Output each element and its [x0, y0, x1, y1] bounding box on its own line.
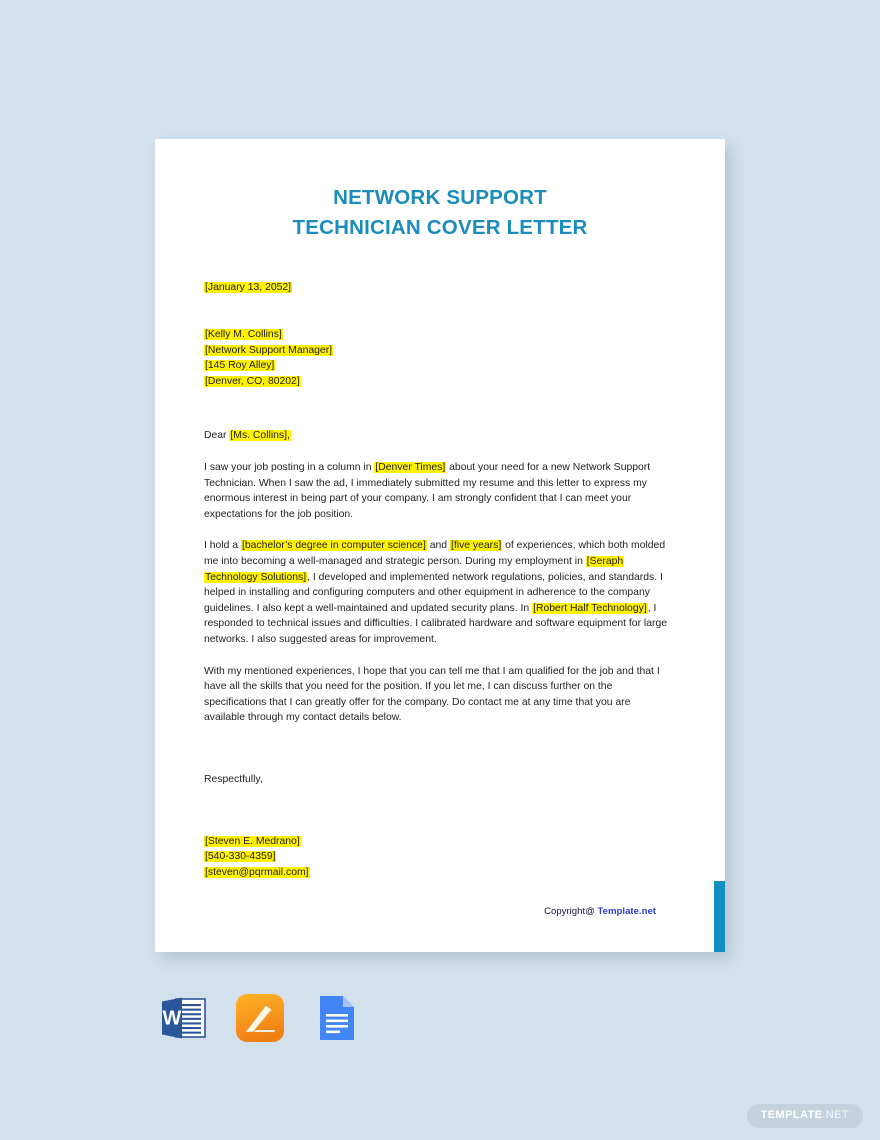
watermark-strong-text: TEMPLATE: [760, 1109, 823, 1121]
letter-date-value: [January 13, 2052]: [205, 282, 292, 294]
paragraph-1: [204, 460, 670, 522]
copyright-brand-link[interactable]: Template.net: [597, 906, 656, 917]
page-title: [155, 139, 725, 242]
recipient-street: [145 Roy Alley]: [205, 360, 275, 372]
paragraph-2-highlight-4: [Robert Half Technology]: [533, 602, 647, 614]
sender-name: [Steven E. Medrano]: [205, 835, 300, 847]
salutation-name: [Ms. Collins],: [230, 430, 290, 442]
paragraph-3: With my mentioned experiences, I hope that you can tell me that I am qualified for the job and that I have all the skills that you need for the position. If you let me, I can discuss further on the specifications that I can greatly offer for the company. Do contact me at any time that you are available through my contact details below.: [204, 665, 660, 724]
recipient-city-state-zip: [Denver, CO, 80202]: [205, 375, 300, 387]
paragraph-2-highlight-1: [bachelor’s degree in computer science]: [241, 540, 426, 552]
paragraph-1-part-1: I saw your job posting in a column in: [204, 462, 375, 473]
sender-block: [204, 834, 670, 881]
template-watermark: [747, 1104, 863, 1128]
copyright-notice: [544, 906, 656, 917]
spacer: [204, 296, 670, 327]
spacer: [204, 648, 670, 664]
recipient-name-line: [204, 327, 670, 343]
paragraph-2-part-3: of experiences, which both molded me into becoming a well-managed and strategic person. During my employment in: [204, 540, 666, 567]
sender-name-line: [204, 834, 670, 850]
paragraph-2-part-4: , I developed and implemented network regulations, policies, and standards. I helped in installing and configuring computers and other equipment in adherence to the company guidelines. I also kept a well-maintained and updated security plans. In: [204, 571, 663, 614]
paragraph-2-highlight-3: [Seraph Technology Solutions]: [205, 555, 624, 583]
spacer: [204, 389, 670, 428]
accent-bar: [714, 881, 725, 952]
paragraph-2-highlight-2: [five years]: [450, 540, 502, 552]
recipient-street-line: [204, 358, 670, 374]
letter-body: [155, 280, 725, 880]
spacer: [204, 444, 670, 460]
spacer: [204, 522, 670, 538]
sender-phone-line: [204, 849, 670, 865]
copyright-prefix: Copyright@: [544, 906, 598, 917]
document-page: [155, 139, 725, 952]
letter-date: [204, 280, 670, 296]
paragraph-1-highlight-1: [Denver Times]: [375, 462, 446, 473]
google-docs-icon[interactable]: [309, 991, 363, 1045]
paragraph-2-part-1: I hold a: [204, 540, 241, 552]
svg-text:W: W: [162, 1007, 182, 1030]
paragraph-2: [204, 538, 670, 647]
page-title-line-2: TECHNICIAN COVER LETTER: [292, 215, 588, 239]
recipient-job-title: [Network Support Manager]: [205, 344, 333, 356]
spacer: [204, 788, 670, 834]
recipient-title-line: [204, 343, 670, 359]
spacer: [204, 726, 670, 772]
paragraph-2-part-2: and: [426, 540, 450, 552]
salutation-prefix: Dear: [204, 430, 230, 442]
closing: Respectfully,: [204, 773, 263, 785]
paragraph-1-part-2: about your need for a new Network Support Technician. When I saw the ad, I immediately submitted my resume and this letter to express my enormous interest in being part of your company. I am strongly confident that I can meet your expectations for the job position.: [204, 462, 651, 520]
microsoft-word-icon[interactable]: [157, 991, 211, 1045]
recipient-city-line: [204, 374, 670, 390]
apple-pages-icon[interactable]: [233, 991, 287, 1045]
sender-phone: [540-330-4359]: [205, 851, 276, 863]
recipient-block: [204, 327, 670, 389]
watermark-light-text: .NET: [822, 1109, 849, 1121]
page-title-line-1: NETWORK SUPPORT: [333, 186, 547, 209]
sender-email-line: [204, 865, 670, 881]
paragraph-2-part-5: , I responded to technical issues and difficulties. I calibrated hardware and software equipment for large networks. I also suggested areas for improvement.: [204, 602, 668, 645]
sender-email: [steven@pqrmail.com]: [205, 866, 309, 878]
recipient-name: [Kelly M. Collins]: [205, 329, 282, 341]
salutation: [204, 428, 670, 444]
format-icon-row: [157, 991, 363, 1045]
